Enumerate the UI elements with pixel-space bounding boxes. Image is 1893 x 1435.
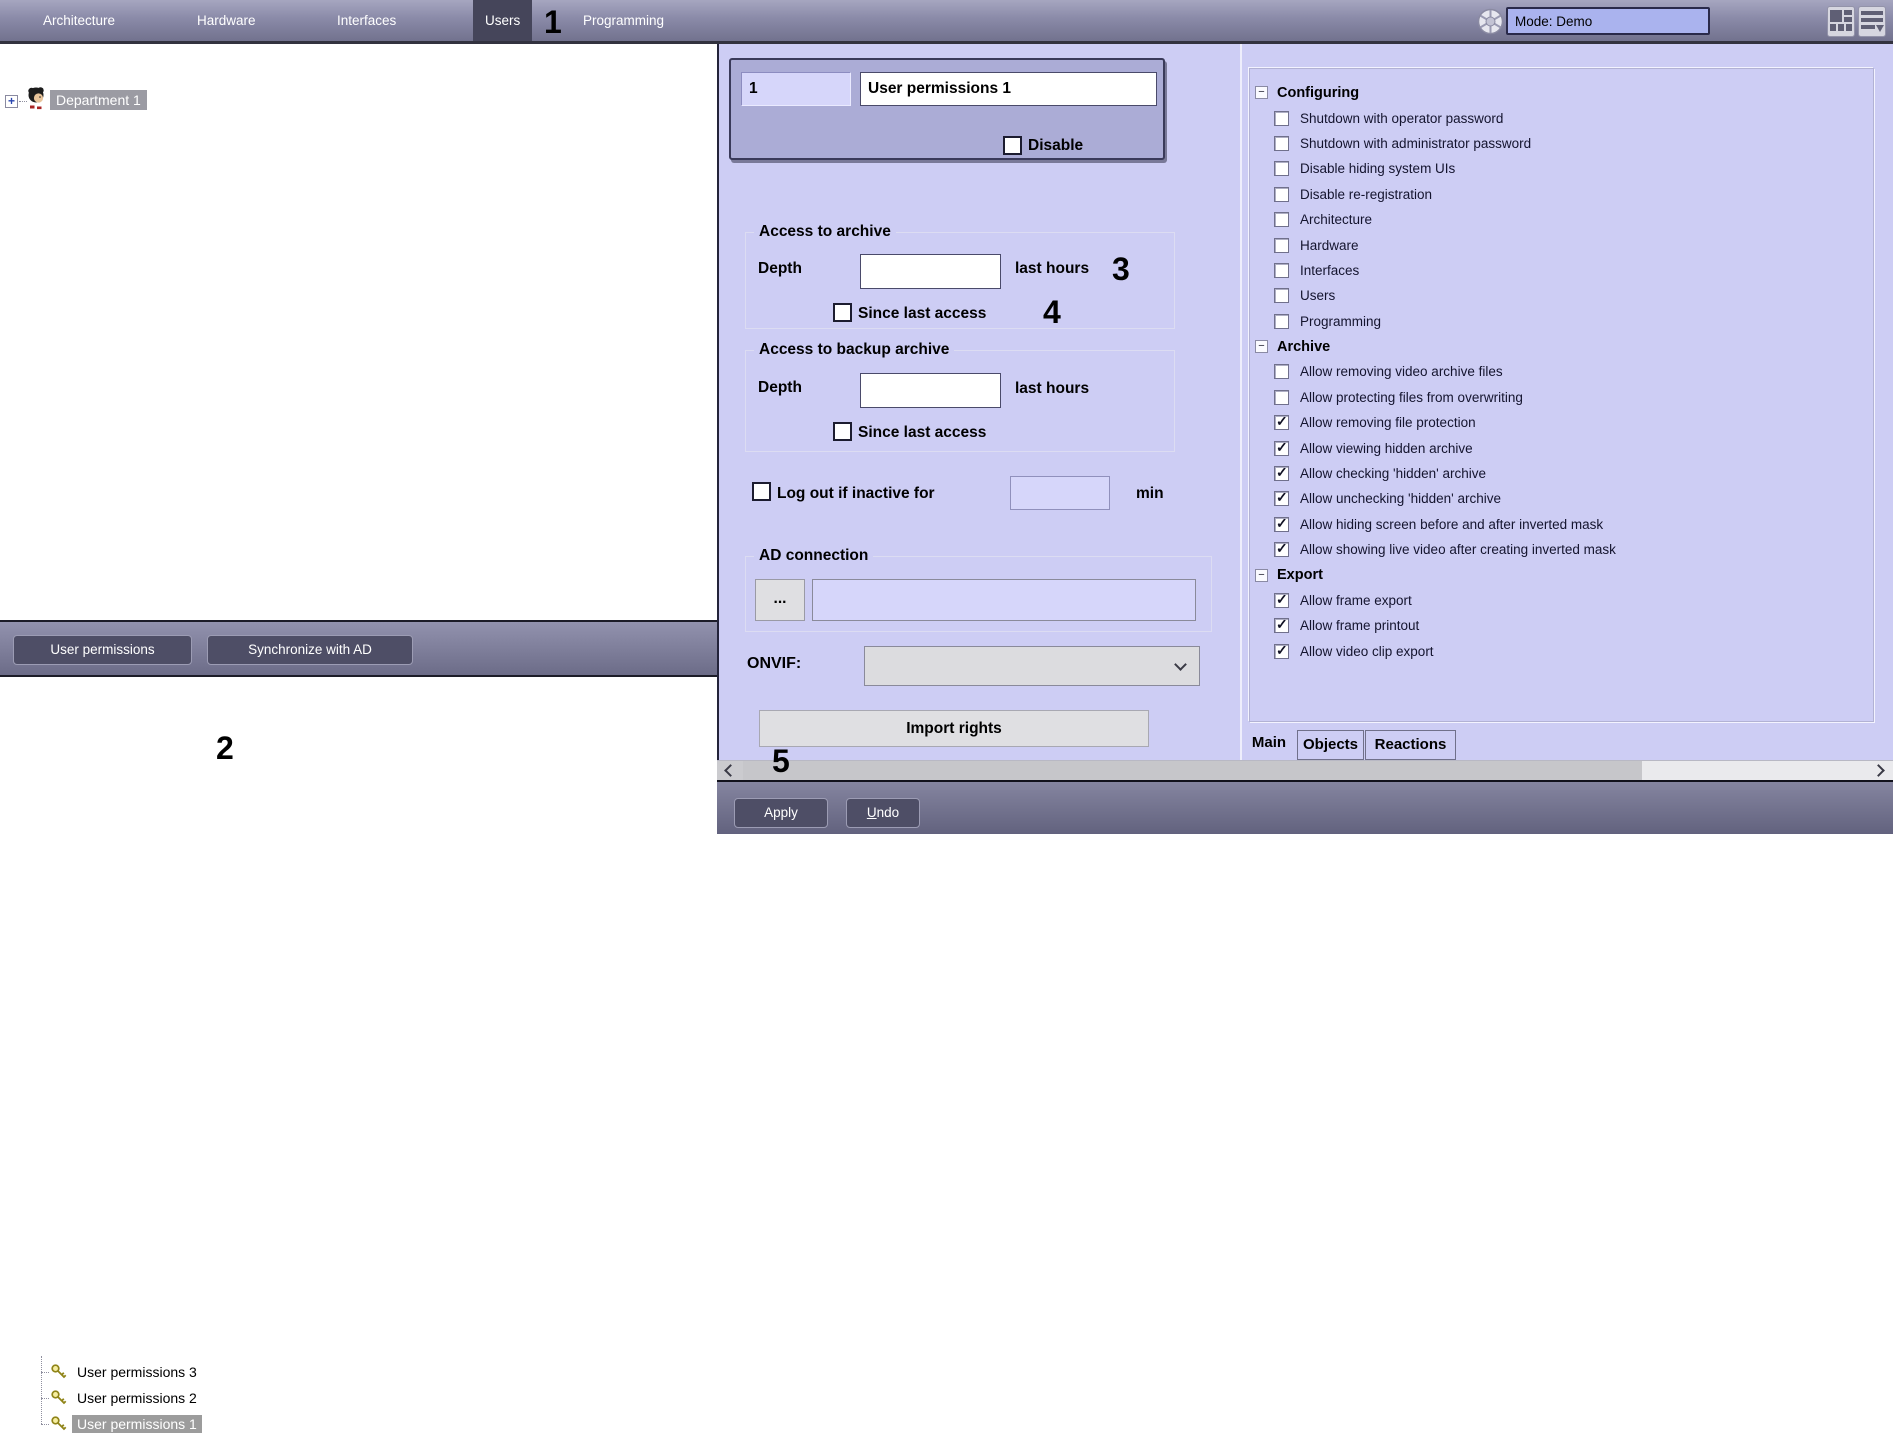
rights-group-label: Export (1277, 567, 1323, 584)
rights-checkbox[interactable] (1274, 390, 1289, 405)
rights-item-hardware (1253, 232, 1870, 257)
annotation-1: 1 (544, 4, 562, 40)
user-permissions-button[interactable]: User permissions (13, 635, 192, 665)
tab-main[interactable]: Main (1251, 734, 1287, 751)
rights-item-disable-hiding-system-uis (1253, 156, 1870, 181)
rights-checkbox[interactable] (1274, 288, 1289, 303)
chevron-down-icon (1174, 658, 1187, 671)
synchronize-with-ad-button[interactable]: Synchronize with AD (207, 635, 413, 665)
annotation-2: 2 (216, 730, 234, 766)
check-icon: ✓ (1276, 540, 1288, 557)
depth-label: Depth (758, 379, 802, 396)
rights-checkbox[interactable] (1274, 641, 1289, 659)
tab-reactions[interactable]: Reactions (1365, 730, 1456, 760)
ad-connection-input[interactable] (812, 579, 1196, 621)
rights-checkbox[interactable] (1274, 238, 1289, 253)
rights-group-label: Archive (1277, 338, 1331, 355)
check-icon: ✓ (1276, 413, 1288, 430)
access-to-backup-archive-group (745, 341, 1175, 452)
layouts-grid-icon[interactable] (1827, 6, 1855, 37)
logout-if-inactive-label: Log out if inactive for (777, 485, 935, 502)
rights-checkbox[interactable] (1274, 161, 1289, 176)
rights-item-label: Shutdown with operator password (1300, 110, 1504, 126)
rights-checkbox[interactable] (1274, 136, 1289, 151)
onvif-label: ONVIF: (747, 655, 802, 672)
tab-users[interactable]: Users (473, 0, 532, 41)
onvif-dropdown[interactable] (864, 646, 1200, 686)
object-id-field[interactable] (741, 72, 851, 106)
rights-item-users (1253, 283, 1870, 308)
object-tree-panel (0, 44, 717, 620)
rights-item-allow-removing-video-archive-files (1253, 359, 1870, 384)
rights-item-label: Allow removing video archive files (1300, 364, 1503, 380)
rights-item-programming (1253, 309, 1870, 334)
department-icon (26, 86, 48, 110)
rights-group-export (1253, 562, 1870, 587)
rights-item-label: Allow frame printout (1300, 618, 1420, 634)
list-item-label: User permissions 2 (77, 1390, 197, 1406)
rights-item-label: Allow frame export (1300, 593, 1412, 608)
object-name-field[interactable] (860, 72, 1157, 106)
ad-connection-title: AD connection (754, 547, 873, 565)
since-last-access-label: Since last access (858, 424, 987, 441)
since-last-access-label: Since last access (858, 305, 987, 322)
rights-item-allow-viewing-hidden-archive (1253, 435, 1870, 460)
check-icon: ✓ (1276, 514, 1288, 531)
rights-checkbox[interactable] (1274, 542, 1289, 557)
list-item-user-permissions-2[interactable] (41, 1387, 202, 1409)
rights-item-label: Allow video clip export (1300, 643, 1434, 659)
rights-item-disable-re-registration (1253, 182, 1870, 207)
scroll-left-button[interactable] (717, 761, 743, 780)
rights-item-label: Hardware (1300, 237, 1359, 253)
rights-checkbox[interactable] (1274, 212, 1289, 227)
panel-splitter[interactable] (1240, 44, 1242, 760)
ad-browse-button[interactable]: ... (755, 579, 805, 621)
rights-checkbox[interactable] (1274, 187, 1289, 202)
check-icon: ✓ (1276, 641, 1288, 658)
rights-item-shutdown-with-operator-password (1253, 105, 1870, 130)
chevron-left-icon (724, 764, 737, 777)
list-item-label: User permissions 1 (72, 1415, 202, 1433)
settings-panel (717, 44, 1893, 760)
apply-button[interactable]: Apply (734, 798, 828, 828)
rights-item-label: Allow removing file protection (1300, 415, 1476, 431)
settings-wheel-icon[interactable] (1477, 8, 1504, 35)
rights-item-allow-protecting-files-from-overwriting (1253, 385, 1870, 410)
access-to-archive-group (745, 223, 1175, 329)
collapse-icon[interactable]: − (1255, 340, 1268, 353)
bottom-action-bar (717, 780, 1893, 834)
since-last-access-checkbox[interactable] (833, 422, 852, 441)
rights-item-label: Allow hiding screen before and after inverted mask (1300, 516, 1604, 532)
tab-interfaces[interactable]: Interfaces (337, 13, 397, 28)
rights-group-label: Configuring (1277, 84, 1360, 101)
menu-list-icon[interactable] (1858, 6, 1886, 37)
collapse-icon[interactable]: − (1255, 569, 1268, 582)
logout-if-inactive-checkbox[interactable] (752, 482, 771, 501)
last-hours-label: last hours (1015, 260, 1090, 277)
backup-depth-input[interactable] (860, 373, 1001, 408)
import-rights-button[interactable]: Import rights (759, 710, 1149, 747)
rights-group-configuring (1253, 80, 1870, 105)
permissions-toolbar (0, 620, 717, 677)
rights-tree-frame (1249, 68, 1874, 722)
undo-button[interactable]: Undo (846, 798, 920, 828)
rights-checkbox[interactable] (1274, 314, 1289, 329)
rights-checkbox[interactable] (1274, 415, 1289, 430)
list-item-user-permissions-3[interactable] (41, 1361, 202, 1383)
rights-item-architecture (1253, 207, 1870, 232)
access-to-archive-title: Access to archive (754, 223, 896, 241)
rights-item-label: Allow protecting files from overwriting (1300, 389, 1523, 405)
rights-item-label: Programming (1300, 313, 1382, 329)
rights-item-allow-checking-hidden-archive (1253, 461, 1870, 486)
tree-connector (41, 1398, 49, 1399)
rights-item-label: Disable re-registration (1300, 186, 1433, 202)
rights-item-label: Allow checking 'hidden' archive (1300, 466, 1487, 482)
rights-checkbox[interactable] (1274, 263, 1289, 278)
inactive-minutes-input[interactable] (1010, 476, 1110, 510)
check-icon: ✓ (1276, 489, 1288, 506)
rights-item-allow-video-clip-export (1253, 639, 1870, 664)
object-header-box (729, 58, 1165, 160)
min-label: min (1136, 485, 1164, 502)
rights-item-label: Users (1300, 288, 1336, 304)
chevron-right-icon (1872, 764, 1885, 777)
key-icon (50, 1415, 68, 1433)
rights-checkbox[interactable] (1274, 618, 1289, 633)
rights-tree (1253, 80, 1870, 664)
rights-checkbox[interactable] (1274, 491, 1289, 506)
permissions-list-panel (0, 677, 717, 1432)
tree-connector (41, 1372, 49, 1373)
annotation-3: 3 (1112, 251, 1130, 287)
mode-field[interactable] (1506, 7, 1710, 35)
rights-checkbox[interactable] (1274, 111, 1289, 126)
list-item-label: User permissions 3 (77, 1364, 197, 1380)
rights-item-shutdown-with-administrator-password (1253, 131, 1870, 156)
rights-item-label: Disable hiding system UIs (1300, 161, 1456, 177)
rights-checkbox[interactable] (1274, 514, 1289, 532)
access-to-backup-archive-title: Access to backup archive (754, 341, 954, 359)
rights-item-label: Allow showing live video after creating inverted mask (1300, 542, 1616, 558)
top-menu-bar (0, 0, 1893, 44)
check-icon: ✓ (1276, 438, 1288, 455)
rights-checkbox[interactable] (1274, 364, 1289, 379)
check-icon: ✓ (1276, 616, 1288, 633)
scrollbar-thumb[interactable] (743, 761, 1642, 780)
collapse-icon[interactable]: − (1255, 86, 1268, 99)
scroll-right-button[interactable] (1867, 761, 1893, 780)
disable-checkbox[interactable] (1003, 136, 1022, 155)
check-icon: ✓ (1276, 591, 1288, 607)
rights-checkbox[interactable] (1274, 466, 1289, 481)
annotation-4: 4 (1043, 294, 1061, 330)
rights-checkbox[interactable] (1274, 593, 1289, 608)
rights-item-allow-frame-export (1253, 588, 1870, 613)
rights-item-label: Shutdown with administrator password (1300, 135, 1532, 151)
tab-hardware[interactable]: Hardware (197, 13, 256, 28)
rights-checkbox[interactable] (1274, 438, 1289, 456)
rights-group-archive (1253, 334, 1870, 359)
since-last-access-checkbox[interactable] (833, 303, 852, 322)
horizontal-scrollbar[interactable] (717, 760, 1893, 780)
rights-item-allow-showing-live-video-after-creating-inverted-mask (1253, 537, 1870, 562)
tree-expander-icon[interactable]: + (5, 95, 18, 108)
rights-item-label: Architecture (1300, 212, 1373, 228)
rights-item-allow-hiding-screen-before-and-after-inverted-mask (1253, 512, 1870, 537)
key-icon (50, 1389, 68, 1407)
rights-item-label: Allow viewing hidden archive (1300, 440, 1473, 456)
annotation-5: 5 (772, 743, 790, 779)
rights-item-allow-unchecking-hidden-archive (1253, 486, 1870, 511)
rights-item-label: Interfaces (1300, 262, 1360, 278)
ad-connection-group (745, 547, 1212, 632)
key-icon (50, 1363, 68, 1381)
disable-label: Disable (1028, 137, 1084, 154)
rights-item-label: Allow unchecking 'hidden' archive (1300, 491, 1502, 507)
tree-node-department[interactable]: Department 1 (50, 90, 147, 110)
rights-item-allow-removing-file-protection (1253, 410, 1870, 435)
tab-objects[interactable]: Objects (1297, 730, 1364, 760)
last-hours-label: last hours (1015, 380, 1090, 397)
rights-item-interfaces (1253, 258, 1870, 283)
archive-depth-input[interactable] (860, 254, 1001, 289)
check-icon: ✓ (1276, 464, 1288, 481)
tab-architecture[interactable]: Architecture (43, 13, 116, 28)
depth-label: Depth (758, 260, 802, 277)
tree-connector (41, 1424, 49, 1425)
rights-item-allow-frame-printout (1253, 613, 1870, 638)
list-item-user-permissions-1[interactable] (41, 1413, 202, 1435)
tab-programming[interactable]: Programming (583, 13, 665, 28)
